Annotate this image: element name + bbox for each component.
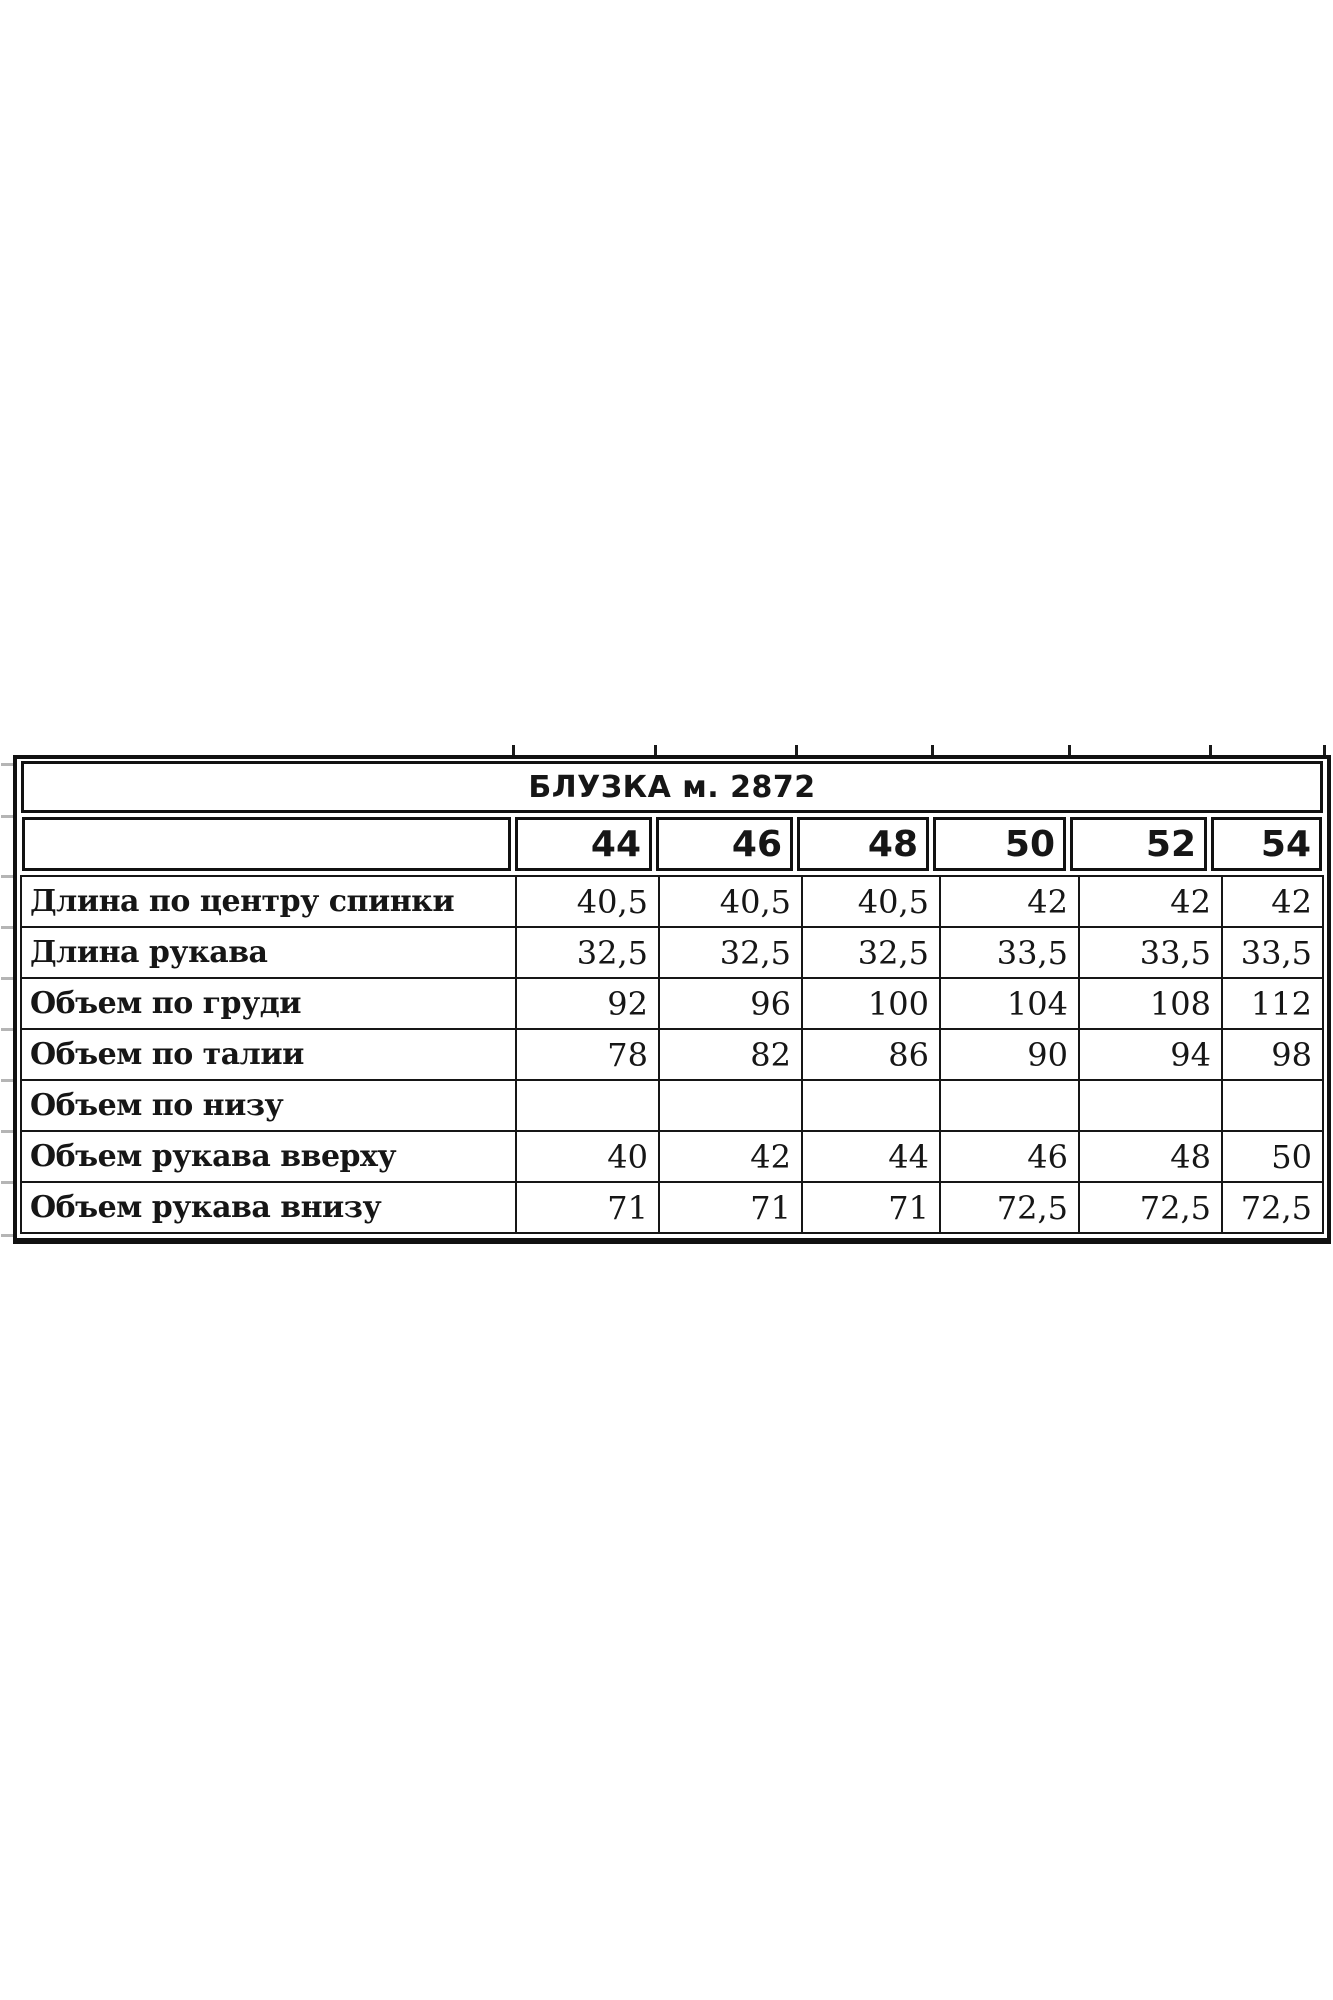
gridline-tick-row <box>1 1181 13 1184</box>
value-cell: 100 <box>803 979 939 1028</box>
size-header-48: 48 <box>797 817 929 871</box>
row-label-sleeve-top: Объем рукава вверху <box>22 1132 515 1181</box>
value-cell: 94 <box>1080 1030 1221 1079</box>
value-cell: 112 <box>1223 979 1322 1028</box>
size-header-52: 52 <box>1070 817 1207 871</box>
row-label-back-length: Длина по центру спинки <box>22 877 515 926</box>
value-cell: 32,5 <box>517 928 658 977</box>
value-cell: 32,5 <box>660 928 801 977</box>
value-cell: 40,5 <box>803 877 939 926</box>
row-label-hem: Объем по низу <box>22 1081 515 1130</box>
value-cell: 42 <box>1223 877 1322 926</box>
value-cell: 71 <box>517 1183 658 1232</box>
gridline-tick-col <box>1209 745 1212 755</box>
value-cell: 50 <box>1223 1132 1322 1181</box>
value-cell: 40,5 <box>660 877 801 926</box>
value-cell: 86 <box>803 1030 939 1079</box>
gridline-tick-row <box>1 1130 13 1133</box>
header-empty-cell <box>22 817 511 871</box>
gridline-tick-col <box>512 745 515 755</box>
value-cell: 40,5 <box>517 877 658 926</box>
value-cell <box>660 1081 801 1130</box>
value-cell: 71 <box>803 1183 939 1232</box>
gridline-tick-row <box>1 926 13 929</box>
gridline-tick-col <box>931 745 934 755</box>
value-cell: 33,5 <box>1223 928 1322 977</box>
size-table <box>13 755 1331 1244</box>
value-cell: 33,5 <box>941 928 1078 977</box>
gridline-tick-col <box>1068 745 1071 755</box>
value-cell: 90 <box>941 1030 1078 1079</box>
size-header-46: 46 <box>656 817 793 871</box>
row-label-waist: Объем по талии <box>22 1030 515 1079</box>
value-cell <box>941 1081 1078 1130</box>
gridline-tick-col <box>795 745 798 755</box>
value-cell: 40 <box>517 1132 658 1181</box>
value-cell <box>517 1081 658 1130</box>
size-header-50: 50 <box>933 817 1066 871</box>
value-cell: 78 <box>517 1030 658 1079</box>
value-cell: 46 <box>941 1132 1078 1181</box>
value-cell: 44 <box>803 1132 939 1181</box>
size-header-54: 54 <box>1211 817 1322 871</box>
gridline-tick-row <box>1 815 13 818</box>
gridline-tick-col <box>654 745 657 755</box>
table-title: БЛУЗКА м. 2872 <box>21 761 1323 813</box>
row-label-chest: Объем по груди <box>22 979 515 1028</box>
value-cell: 92 <box>517 979 658 1028</box>
value-cell: 82 <box>660 1030 801 1079</box>
size-header-row <box>20 817 1324 871</box>
value-cell: 48 <box>1080 1132 1221 1181</box>
value-cell: 72,5 <box>1080 1183 1221 1232</box>
value-cell <box>1080 1081 1221 1130</box>
row-label-sleeve-bottom: Объем рукава внизу <box>22 1183 515 1232</box>
value-cell: 33,5 <box>1080 928 1221 977</box>
value-cell: 42 <box>1080 877 1221 926</box>
value-cell: 42 <box>941 877 1078 926</box>
gridline-tick-row <box>1 977 13 980</box>
gridline-tick-row <box>1 1234 13 1237</box>
gridline-tick-row <box>1 1079 13 1082</box>
gridline-tick-row <box>1 875 13 878</box>
value-cell: 42 <box>660 1132 801 1181</box>
row-label-sleeve-length: Длина рукава <box>22 928 515 977</box>
value-cell: 108 <box>1080 979 1221 1028</box>
value-cell: 104 <box>941 979 1078 1028</box>
size-header-44: 44 <box>515 817 652 871</box>
value-cell: 72,5 <box>1223 1183 1322 1232</box>
value-cell <box>1223 1081 1322 1130</box>
value-cell: 98 <box>1223 1030 1322 1079</box>
gridline-tick-col <box>1323 745 1326 755</box>
value-cell: 32,5 <box>803 928 939 977</box>
value-cell: 96 <box>660 979 801 1028</box>
gridline-tick-row <box>1 1028 13 1031</box>
gridline-tick-row <box>1 763 13 766</box>
value-cell <box>803 1081 939 1130</box>
value-cell: 71 <box>660 1183 801 1232</box>
value-cell: 72,5 <box>941 1183 1078 1232</box>
measurements-grid <box>20 875 1324 1234</box>
